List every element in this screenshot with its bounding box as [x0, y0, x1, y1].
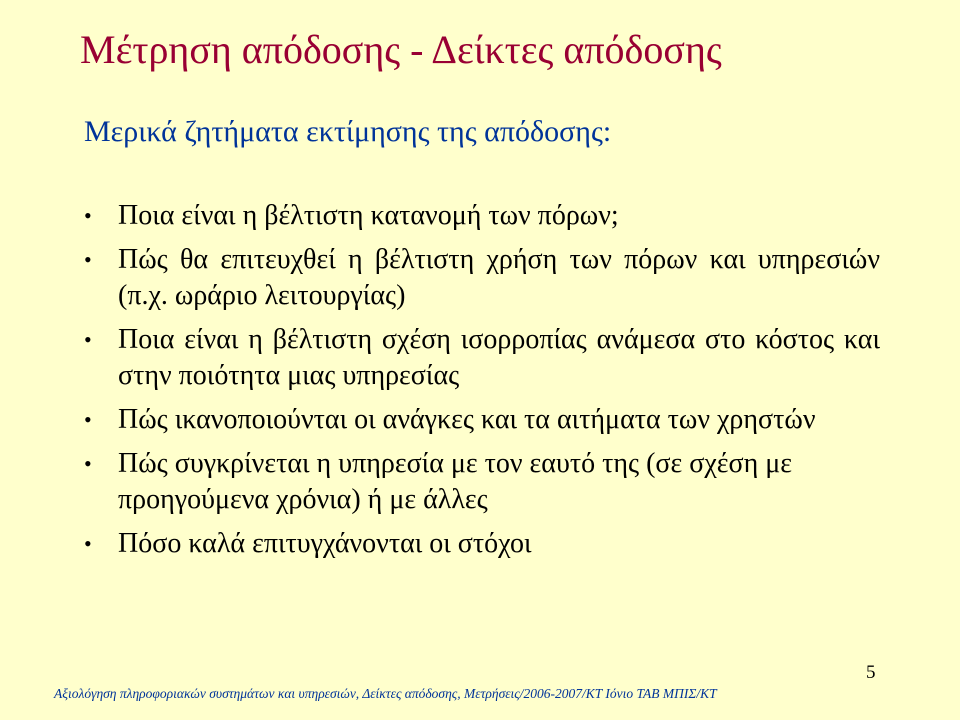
bullet-item — [80, 198, 880, 234]
slide-title: Μέτρηση απόδοσης - Δείκτες απόδοσης — [80, 27, 722, 72]
bullet-text: Ποια είναι η βέλτιστη σχέση ισορροπίας ανάμεσα στο κόστος και στην ποιότητα μιας υπηρεσίας — [118, 324, 880, 391]
bullet-dot-icon: • — [84, 327, 92, 352]
bullet-dot-icon: • — [84, 531, 92, 556]
bullet-item — [80, 322, 880, 394]
slide-subtitle: Μερικά ζητήματα εκτίμησης της απόδοσης: — [84, 115, 612, 148]
bullet-dot-icon: • — [84, 451, 92, 476]
bullet-item — [80, 446, 880, 518]
bullet-dot-icon: • — [84, 203, 92, 228]
bullet-item — [80, 402, 880, 438]
bullet-dot-icon: • — [84, 247, 92, 272]
bullet-item — [80, 526, 880, 562]
bullet-list — [80, 198, 880, 570]
bullet-text: Πόσο καλά επιτυγχάνονται οι στόχοι — [118, 528, 532, 559]
bullet-text: Πώς ικανοποιούνται οι ανάγκες και τα αιτήματα των χρηστών — [118, 404, 816, 435]
bullet-dot-icon: • — [84, 407, 92, 432]
page-number: 5 — [866, 662, 876, 683]
bullet-item — [80, 242, 880, 314]
bullet-text: Πώς θα επιτευχθεί η βέλτιστη χρήση των πόρων και υπηρεσιών (π.χ. ωράριο λειτουργίας) — [118, 244, 880, 311]
bullet-text: Πώς συγκρίνεται η υπηρεσία με τον εαυτό της (σε σχέση με προηγούμενα χρόνια) ή με άλλες — [118, 448, 793, 515]
slide-footer: Αξιολόγηση πληροφοριακών συστημάτων και υπηρεσιών, Δείκτες απόδοσης, Μετρήσεις/2006-2007/ΚΤ Ιόνιο ΤΑΒ ΜΠΙΣ/ΚΤ — [54, 686, 717, 701]
bullet-text: Ποια είναι η βέλτιστη κατανομή των πόρων; — [118, 200, 619, 231]
